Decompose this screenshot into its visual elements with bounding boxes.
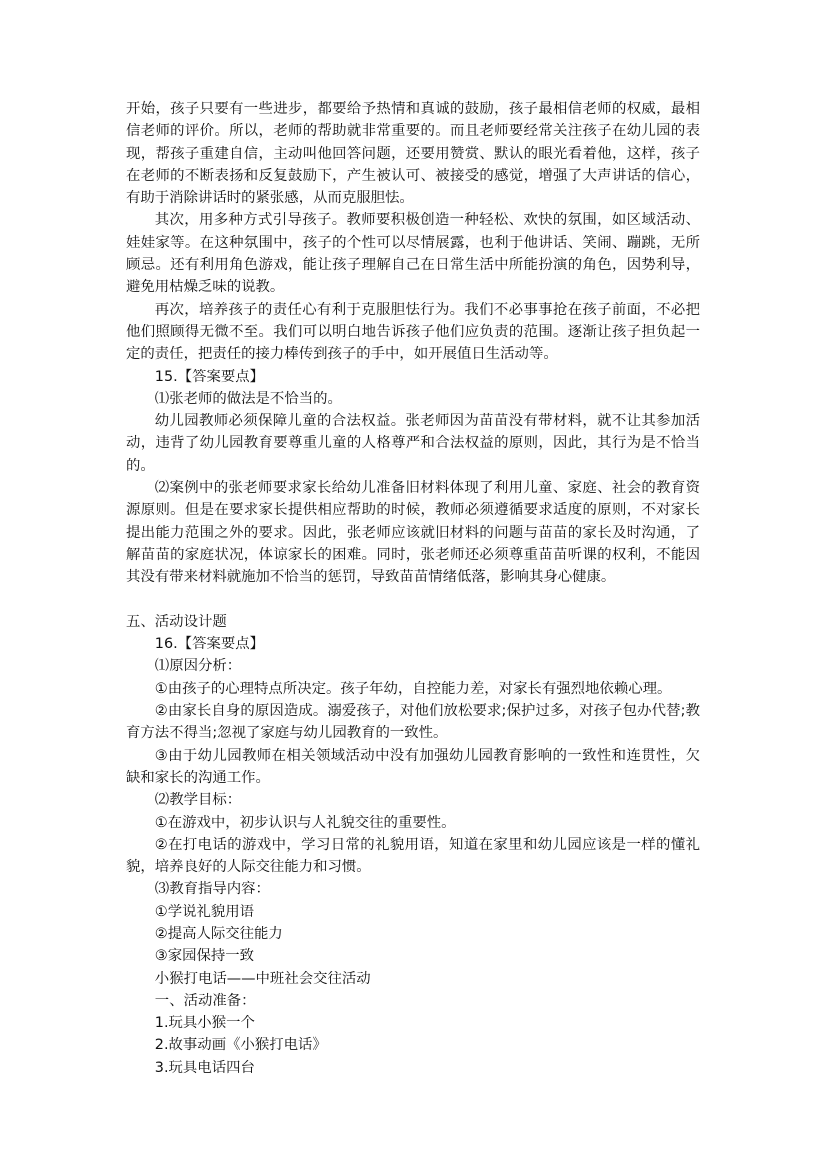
section-5-heading: 五、活动设计题	[126, 613, 227, 630]
paragraph-second: 其次，用多种方式引导孩子。教师要积极创造一种轻松、欢快的氛围，如区域活动、娃娃家等。在这种氛围中，孩子的个性可以尽情展露，也利于他讲话、笑闹、蹦跳，无所顾忌。还有利用角色游戏，能让孩子理解自己在日常生活中所能扮演的角色，因势利导，避免用枯燥乏味的说教。	[126, 212, 700, 296]
section-spacer	[126, 589, 700, 611]
q15-point-2: ⑵案例中的张老师要求家长给幼儿准备旧材料体现了利用儿童、家庭、社会的教育资源原则。但是在要求家长提供相应帮助的时候，教师必须遵循要求适度的原则，不对家长提出能力范围之外的要求。因此，张老师应该就旧材料的问题与苗苗的家长及时沟通，了解苗苗的家庭状况，体谅家长的困难。同时，张老师还必须尊重苗苗听课的权利，不能因其没有带来材料就施加不恰当的惩罚，导致苗苗情绪低落，影响其身心健康。	[126, 480, 700, 586]
prep-heading: 一、活动准备：	[154, 992, 256, 1009]
q16-cause-heading: ⑴原因分析：	[154, 658, 242, 675]
q16-cause-3: ③由于幼儿园教师在相关领域活动中没有加强幼儿园教育影响的一致性和连贯性，欠缺和家长的沟通工作。	[126, 747, 700, 786]
prep-item-1: 1.玩具小猴一个	[154, 1015, 255, 1032]
q16-content-1: ①学说礼貌用语	[154, 903, 255, 920]
activity-title: 小猴打电话——中班社会交往活动	[154, 970, 371, 987]
q16-cause-1: ①由孩子的心理特点所决定。孩子年幼，自控能力差，对家长有强烈地依赖心理。	[154, 680, 672, 697]
q16-goal-heading: ⑵教学目标：	[154, 792, 242, 809]
q16-cause-2: ②由家长自身的原因造成。溺爱孩子，对他们放松要求;保护过多，对孩子包办代替;教育方法不得当;忽视了家庭与幼儿园教育的一致性。	[126, 703, 700, 742]
q16-content-heading: ⑶教育指导内容：	[154, 881, 270, 898]
q15-explanation: 幼儿园教师必须保障儿童的合法权益。张老师因为苗苗没有带材料，就不让其参加活动，违背了幼儿园教育要尊重儿童的人格尊严和合法权益的原则，因此，其行为是不恰当的。	[126, 413, 700, 474]
q16-heading: 16.【答案要点】	[154, 636, 265, 653]
prep-item-2: 2.故事动画《小猴打电话》	[154, 1037, 327, 1054]
paragraph-third: 再次，培养孩子的责任心有利于克服胆怯行为。我们不必事事抢在孩子前面，不必把他们照顾得无微不至。我们可以明白地告诉孩子他们应负责的范围。逐渐让孩子担负起一定的责任，把责任的接力棒传到孩子的手中，如开展值日生活动等。	[126, 301, 700, 363]
q16-content-3: ③家园保持一致	[154, 948, 255, 965]
q16-content-2: ②提高人际交往能力	[154, 925, 283, 942]
q15-heading: 15.【答案要点】	[154, 368, 265, 385]
prep-item-3: 3.玩具电话四台	[154, 1059, 255, 1076]
q15-point-1: ⑴张老师的做法是不恰当的。	[154, 390, 342, 407]
q16-goal-1: ①在游戏中，初步认识与人礼貌交往的重要性。	[154, 814, 456, 831]
paragraph-intro: 开始，孩子只要有一些进步，都要给予热情和真诚的鼓励，孩子最相信老师的权威，最相信老师的评价。所以，老师的帮助就非常重要的。而且老师要经常关注孩子在幼儿园的表现，帮孩子重建自信，主动叫他回答问题，还要用赞赏、默认的眼光看着他，这样，孩子在老师的不断表扬和反复鼓励下，产生被认可、被接受的感觉，增强了大声讲话的信心，有助于消除讲话时的紧张感，从而克服胆怯。	[126, 101, 700, 207]
document-page	[126, 98, 700, 1079]
q16-goal-2: ②在打电话的游戏中，学习日常的礼貌用语，知道在家里和幼儿园应该是一样的懂礼貌，培养良好的人际交往能力和习惯。	[126, 836, 700, 876]
